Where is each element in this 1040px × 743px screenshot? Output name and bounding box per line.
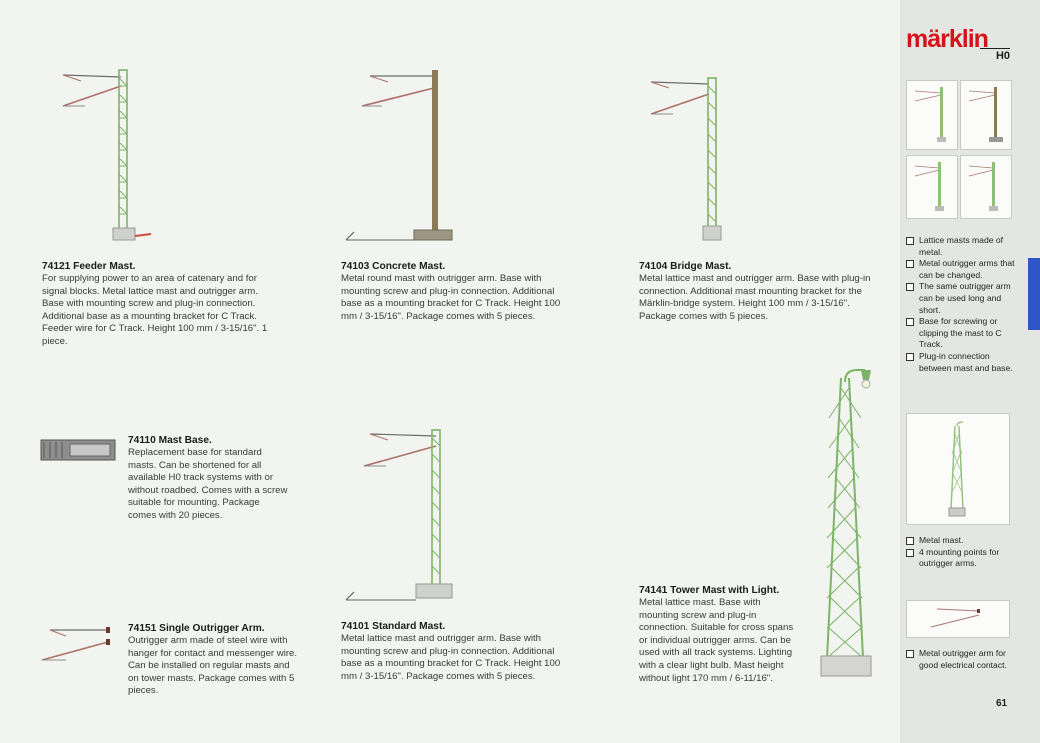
product-bridge-mast [639, 260, 883, 323]
scale-label: H0 [980, 48, 1010, 62]
checkbox-icon [906, 260, 914, 268]
product-outrigger-arm [128, 622, 300, 698]
marklin-logo [906, 25, 1010, 62]
product-description: For supplying power to an area of catenary and for signal blocks. Metal lattice mast and outrigger arm. Base with mounting screw and plug-in connection. Additional base as a mounting bracket for C Track. Feeder wire for C Track. Height 100 mm / 3-15/16". 1 piece. [42, 273, 268, 347]
product-title: 74101 Standard Mast. [341, 621, 446, 632]
feature-item: Metal mast. [906, 535, 1018, 547]
product-description: Metal round mast with outrigger arm. Base with mounting screw and plug-in connection. Additional base as a mounting bracket for C Track. Height 100 mm / 3-15/16". Package comes with 5 pieces. [341, 273, 561, 322]
tower-mast-image [815, 368, 881, 680]
checkbox-icon [906, 283, 914, 291]
feature-list-arm [906, 648, 1018, 671]
product-title: 74104 Bridge Mast. [639, 261, 732, 272]
product-title: 74110 Mast Base. [128, 435, 212, 446]
standard-mast-image [340, 428, 460, 608]
product-description: Outrigger arm made of steel wire with hanger for contact and messenger wire. Can be installed on regular masts and on tower masts. Package comes with 5 pieces. [128, 635, 298, 697]
thumb-tower-mast [906, 413, 1010, 525]
feature-item: Plug-in connection between mast and base. [906, 351, 1018, 374]
brand-name: märklin [906, 25, 988, 53]
thumb-concrete-mast [960, 80, 1012, 150]
feature-item: 4 mounting points for outrigger arms. [906, 547, 1018, 570]
thumb-standard-mast [906, 155, 958, 219]
thumb-feeder-mast [906, 80, 958, 150]
product-concrete-mast [341, 260, 569, 323]
thumb-outrigger-arm [906, 600, 1010, 638]
product-feeder-mast [42, 260, 277, 349]
feature-item: Lattice masts made of metal. [906, 235, 1018, 258]
feeder-mast-image [55, 68, 155, 248]
feature-item: Base for screwing or clipping the mast to C Track. [906, 316, 1018, 351]
checkbox-icon [906, 237, 914, 245]
checkbox-icon [906, 318, 914, 326]
concrete-mast-image [340, 66, 460, 246]
checkbox-icon [906, 537, 914, 545]
feature-list-masts [906, 235, 1018, 374]
page-tab-marker [1028, 258, 1040, 330]
checkbox-icon [906, 353, 914, 361]
page-number: 61 [996, 698, 1008, 709]
feature-item: The same outrigger arm can be used long and short. [906, 281, 1018, 316]
feature-item: Metal outrigger arms that can be changed. [906, 258, 1018, 281]
mast-base-image [40, 436, 120, 466]
product-standard-mast [341, 620, 569, 683]
checkbox-icon [906, 549, 914, 557]
feature-list-tower [906, 535, 1018, 570]
bridge-mast-image [645, 74, 735, 246]
product-tower-mast [639, 584, 801, 685]
product-description: Metal lattice mast and outrigger arm. Base with plug-in connection. Additional mast mounting bracket for the Märklin-bridge system. Height 100 mm / 3-15/16". Package comes with 5 pieces. [639, 273, 871, 322]
product-description: Metal lattice mast. Base with mounting screw and plug-in connection. Suitable for cross spans or individual outrigger arms. Can be used with all track systems. Lighting with a clear light bulb. Mast height without light 170 mm / 6-11/16". [639, 597, 794, 684]
checkbox-icon [906, 650, 914, 658]
product-title: 74151 Single Outrigger Arm. [128, 623, 265, 634]
outrigger-arm-image [40, 622, 120, 670]
product-description: Metal lattice mast and outrigger arm. Base with mounting screw and plug-in connection. Additional base as a mounting bracket for C Track. Height 100 mm / 3-15/16". Package comes with 5 pieces. [341, 633, 561, 682]
product-description: Replacement base for standard masts. Can be shortened for all available H0 track systems with or without roadbed. Comes with a screw suitable for mounting. Package comes with 20 pieces. [128, 447, 288, 521]
product-title: 74141 Tower Mast with Light. [639, 585, 780, 596]
product-title: 74103 Concrete Mast. [341, 261, 446, 272]
product-title: 74121 Feeder Mast. [42, 261, 136, 272]
thumb-bridge-mast [960, 155, 1012, 219]
feature-item: Metal outrigger arm for good electrical contact. [906, 648, 1018, 671]
product-mast-base [128, 434, 288, 523]
